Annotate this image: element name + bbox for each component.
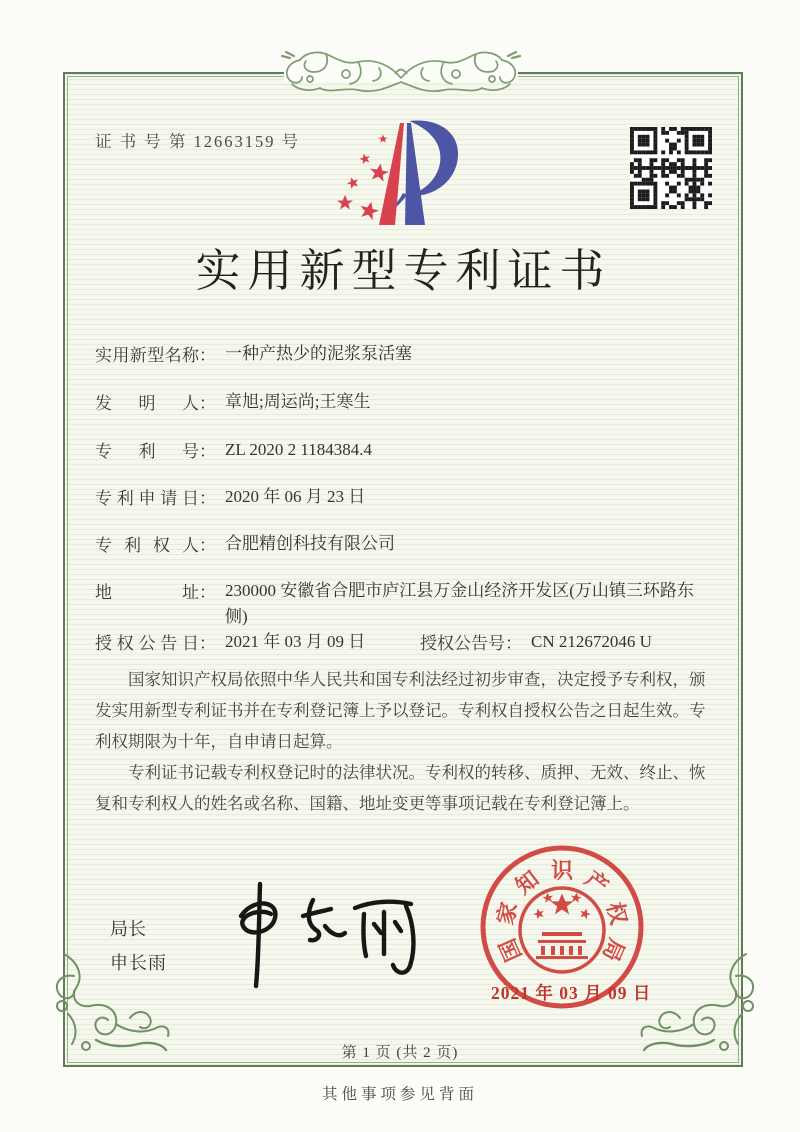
field-label: 授权公告日 (95, 634, 199, 653)
seal-date: 2021 年 03 月 09 日 (491, 983, 652, 1003)
field-label: 发明人 (95, 394, 199, 413)
svg-text:国: 国 (494, 934, 527, 966)
commissioner-title: 局长 (110, 919, 146, 939)
field-row-filing-date: 专利申请日 ： 2020 年 06 月 23 日 (95, 484, 365, 510)
svg-text:家: 家 (492, 899, 522, 928)
field-value: 章旭;周运尚;王寒生 (225, 392, 371, 411)
field-row-grant-date: 授权公告日 ： 2021 年 03 月 09 日 授权公告号 ： CN 212672046 U (95, 629, 720, 655)
svg-text:产: 产 (580, 865, 614, 900)
svg-text:识: 识 (550, 858, 574, 883)
svg-text:知: 知 (510, 865, 544, 900)
paragraph: 专利证书记载专利权登记时的法律状况。专利权的转移、质押、无效、终止、恢复和专利权人的姓名或名称、国籍、地址变更等事项记载在专利登记簿上。 (95, 763, 706, 813)
field-label: 地址 (95, 583, 199, 602)
field-label: 专利申请日 (95, 489, 199, 508)
certificate-title: 实用新型专利证书 (195, 246, 612, 296)
field-row-name: 实用新型名称 ： 一种产热少的泥浆泵活塞 (95, 341, 412, 367)
paragraph: 国家知识产权局依照中华人民共和国专利法经过初步审查，决定授予专利权，颁发实用新型专利证书并在专利登记簿上予以登记。专利权自授权公告之日起生效。专利权期限为十年，自申请日起算。 (95, 670, 706, 751)
field-value: ZL 2020 2 1184384.4 (225, 440, 373, 459)
field-label: 专利权人 (95, 536, 199, 555)
field-label: 授权公告号 (420, 634, 505, 653)
back-side-note: 其他事项参见背面 (321, 1086, 478, 1103)
field-value: 一种产热少的泥浆泵活塞 (225, 344, 412, 363)
field-value: CN 212672046 U (531, 632, 652, 651)
field-row-patent-number: 专利号 ： ZL 2020 2 1184384.4 (95, 437, 372, 463)
field-label: 专利号 (95, 442, 199, 461)
field-grant-publication: 授权公告号 ： CN 212672046 U (420, 629, 652, 655)
svg-text:权: 权 (602, 899, 632, 928)
signature-handwriting (213, 876, 431, 994)
svg-text:局: 局 (597, 934, 630, 966)
page-number: 第 1 页 (共 2 页) (341, 1045, 459, 1061)
field-value: 230000 安徽省合肥市庐江县万金山经济开发区(万山镇三环路东侧) (225, 581, 694, 626)
cnipa-logo-icon (331, 111, 475, 235)
field-value: 2021 年 03 月 09 日 (225, 632, 366, 651)
certificate-number: 证 书 号 第 12663159 号 (95, 132, 301, 151)
qr-code (630, 127, 712, 209)
commissioner-name: 申长雨 (110, 953, 167, 973)
field-label: 实用新型名称 (95, 346, 199, 365)
field-row-patentee: 专利权人 ： 合肥精创科技有限公司 (95, 531, 395, 557)
legal-text (95, 664, 717, 819)
field-value: 2020 年 06 月 23 日 (225, 487, 366, 506)
dragon-ornament-icon (276, 44, 526, 110)
field-value: 合肥精创科技有限公司 (225, 534, 395, 553)
field-row-address: 地址 ： 230000 安徽省合肥市庐江县万金山经济开发区(万山镇三环路东侧) (95, 578, 720, 630)
field-row-inventors: 发明人 ： 章旭;周运尚;王寒生 (95, 389, 370, 415)
